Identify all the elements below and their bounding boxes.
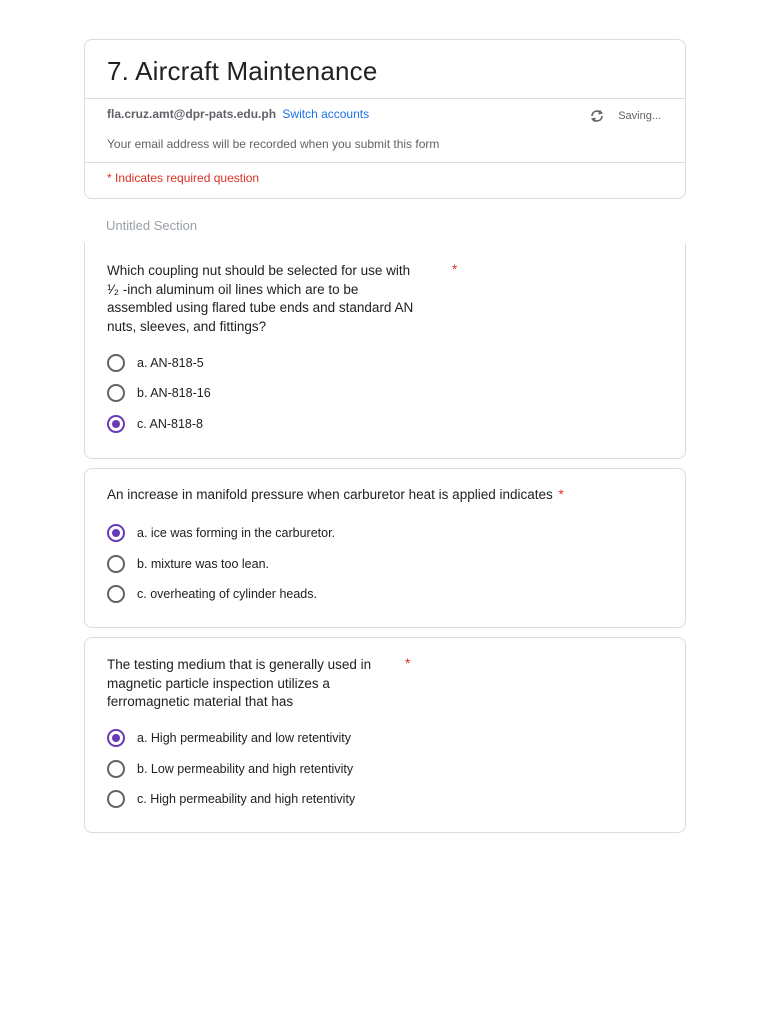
header-divider-2 [85,162,685,163]
radio-button[interactable] [107,354,125,372]
question-card-3 [84,637,686,833]
option-label: c. High permeability and high retentivity [137,792,356,806]
saving-status [588,109,661,123]
question-line: magnetic particle inspection utilizes a [107,675,330,691]
question-line: Which coupling nut should be selected for use with [107,263,411,278]
form-title: 7. Aircraft Maintenance [107,56,378,86]
question-text [107,486,564,505]
sync-icon [588,109,606,123]
radio-option[interactable] [107,729,351,747]
option-label: b. AN-818-16 [137,386,211,400]
question-line: ferromagnetic material that has [107,694,294,709]
account-email: fla.cruz.amt@dpr-pats.edu.ph [107,107,277,121]
option-label: b. mixture was too lean. [137,557,270,571]
option-label: c. AN-818-8 [137,417,204,431]
radio-option[interactable] [107,524,335,542]
radio-button[interactable] [107,790,125,808]
radio-option[interactable] [107,555,269,573]
radio-button[interactable] [107,384,125,402]
account-row [107,107,369,121]
radio-button-selected[interactable] [107,415,125,433]
option-label: c. overheating of cylinder heads. [137,587,317,601]
option-label: a. AN-818-5 [137,356,204,370]
section-title: Untitled Section [106,218,198,233]
option-label: a. ice was forming in the carburetor. [137,526,336,540]
radio-option[interactable] [107,354,204,372]
question-text [107,656,371,712]
question-text [107,262,413,336]
required-asterisk: * [405,656,411,671]
radio-option[interactable] [107,760,353,778]
question-line: The testing medium that is generally used in [107,657,372,672]
question-line: An increase in manifold pressure when carburetor heat is applied indicates [107,487,553,502]
radio-option[interactable] [107,585,317,603]
radio-option[interactable] [107,384,211,402]
saving-label: Saving... [618,110,661,122]
question-card-2 [84,468,686,628]
question-card-1 [84,243,686,459]
question-line: assembled using flared tube ends and standard AN [107,300,414,315]
option-label: a. High permeability and low retentivity [137,731,351,745]
option-label: b. Low permeability and high retentivity [137,762,354,776]
required-question-note: * Indicates required question [107,171,260,185]
switch-accounts-link[interactable]: Switch accounts [282,107,370,121]
required-asterisk: * [558,487,564,502]
radio-option[interactable] [107,790,355,808]
header-divider [85,98,685,99]
radio-option[interactable] [107,415,203,433]
form-header-card [84,39,686,199]
email-record-note: Your email address will be recorded when you submit this form [107,137,440,151]
radio-button[interactable] [107,760,125,778]
radio-button[interactable] [107,585,125,603]
radio-button[interactable] [107,555,125,573]
question-line: ¹⁄₂ -inch aluminum oil lines which are to be [107,281,359,297]
radio-button-selected[interactable] [107,524,125,542]
radio-button-selected[interactable] [107,729,125,747]
required-asterisk: * [452,262,458,277]
question-line: nuts, sleeves, and fittings? [107,318,267,334]
